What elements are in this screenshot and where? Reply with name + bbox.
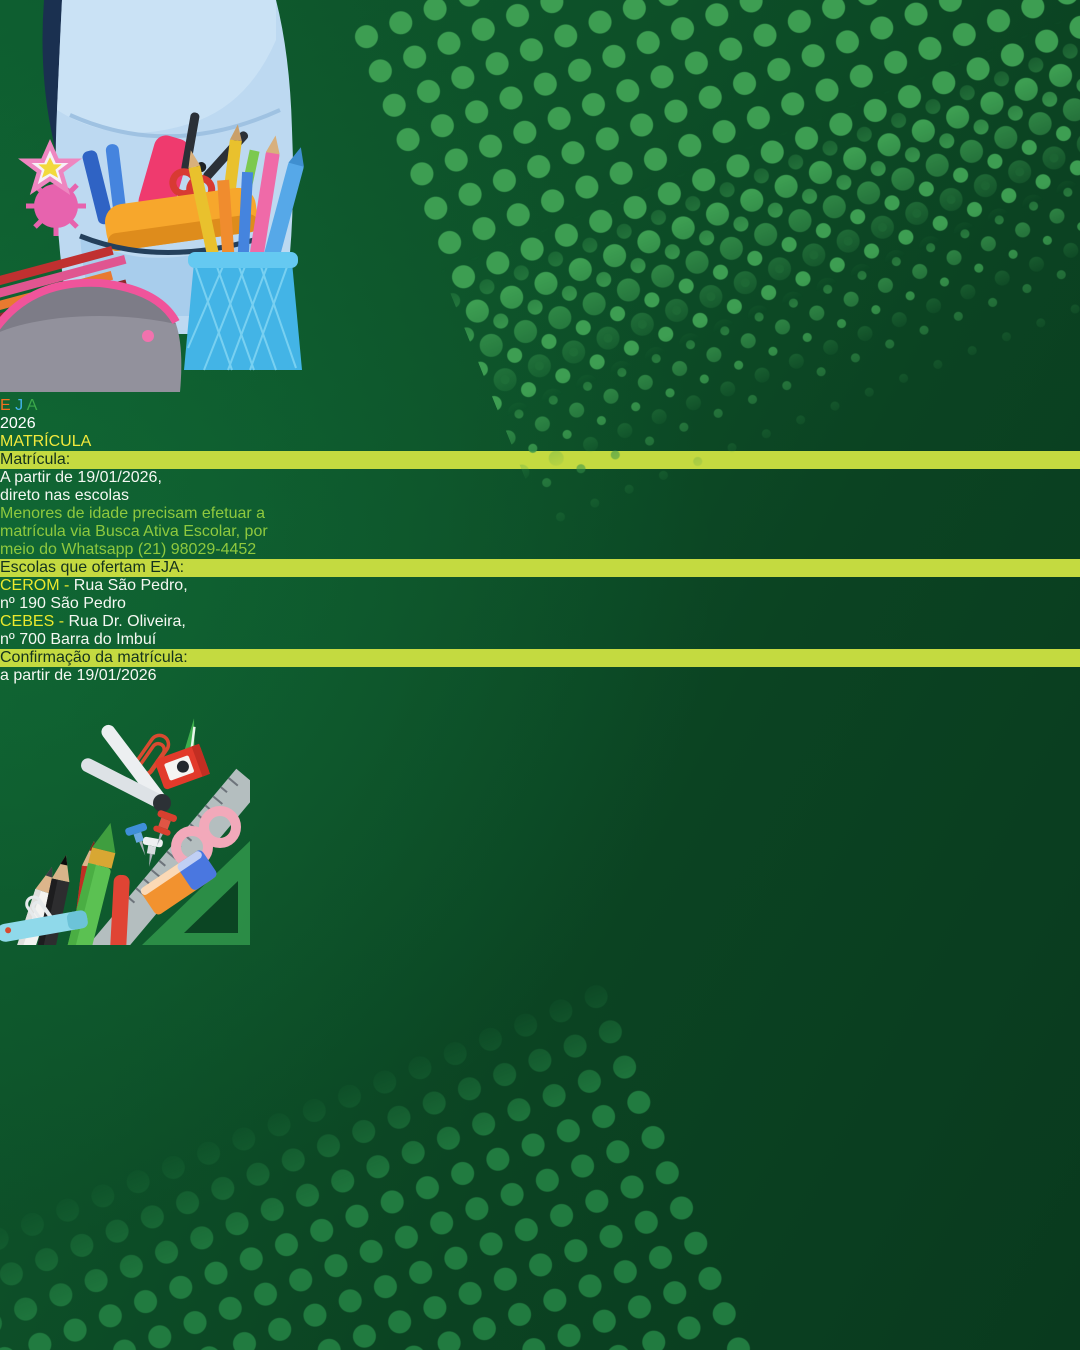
school-address: nº 190 São Pedro xyxy=(0,595,126,612)
matricula-heading: Matrícula: xyxy=(0,451,1080,469)
eja-2026-logo xyxy=(0,397,1080,451)
logo-letter-e: E xyxy=(0,397,11,414)
school-cebes-line-1 xyxy=(0,613,1080,631)
pen-red-icon xyxy=(108,875,130,945)
school-name-cerom: CEROM xyxy=(0,577,60,594)
school-name-cebes: CEBES xyxy=(0,613,55,630)
school-list xyxy=(0,577,1080,649)
escolas-heading: Escolas que ofertam EJA: xyxy=(0,559,1080,577)
school-dash: - xyxy=(64,577,70,594)
school-address: Rua Dr. Oliveira, xyxy=(68,613,186,630)
logo-letters xyxy=(0,397,1080,415)
note-line-3: meio do Whatsapp (21) 98029-4452 xyxy=(0,541,257,558)
school-cerom-line-2 xyxy=(0,595,1080,613)
logo-year: 2026 xyxy=(0,415,36,432)
note-line-1: Menores de idade precisam efetuar a xyxy=(0,505,266,522)
matricula-date-line-2: direto nas escolas xyxy=(0,487,129,504)
note-line-2: matrícula via Busca Ativa Escolar, por xyxy=(0,523,268,540)
logo-letter-j: J xyxy=(15,397,24,414)
logo-tagline: MATRÍCULA xyxy=(0,433,92,450)
confirmacao-date: a partir de 19/01/2026 xyxy=(0,667,157,684)
backpack-photo xyxy=(0,0,340,392)
matricula-date-line-1: A partir de 19/01/2026, xyxy=(0,469,162,486)
school-cebes-line-2 xyxy=(0,631,1080,649)
logo-letter-a: A xyxy=(26,397,38,414)
school-address: nº 700 Barra do Imbuí xyxy=(0,631,157,648)
school-dash: - xyxy=(58,613,65,630)
minors-note xyxy=(0,505,1080,559)
school-supplies-illustration xyxy=(0,685,250,945)
school-address: Rua São Pedro, xyxy=(73,577,188,594)
school-cerom-line-1 xyxy=(0,577,1080,595)
confirmacao-heading: Confirmação da matrícula: xyxy=(0,649,1080,667)
